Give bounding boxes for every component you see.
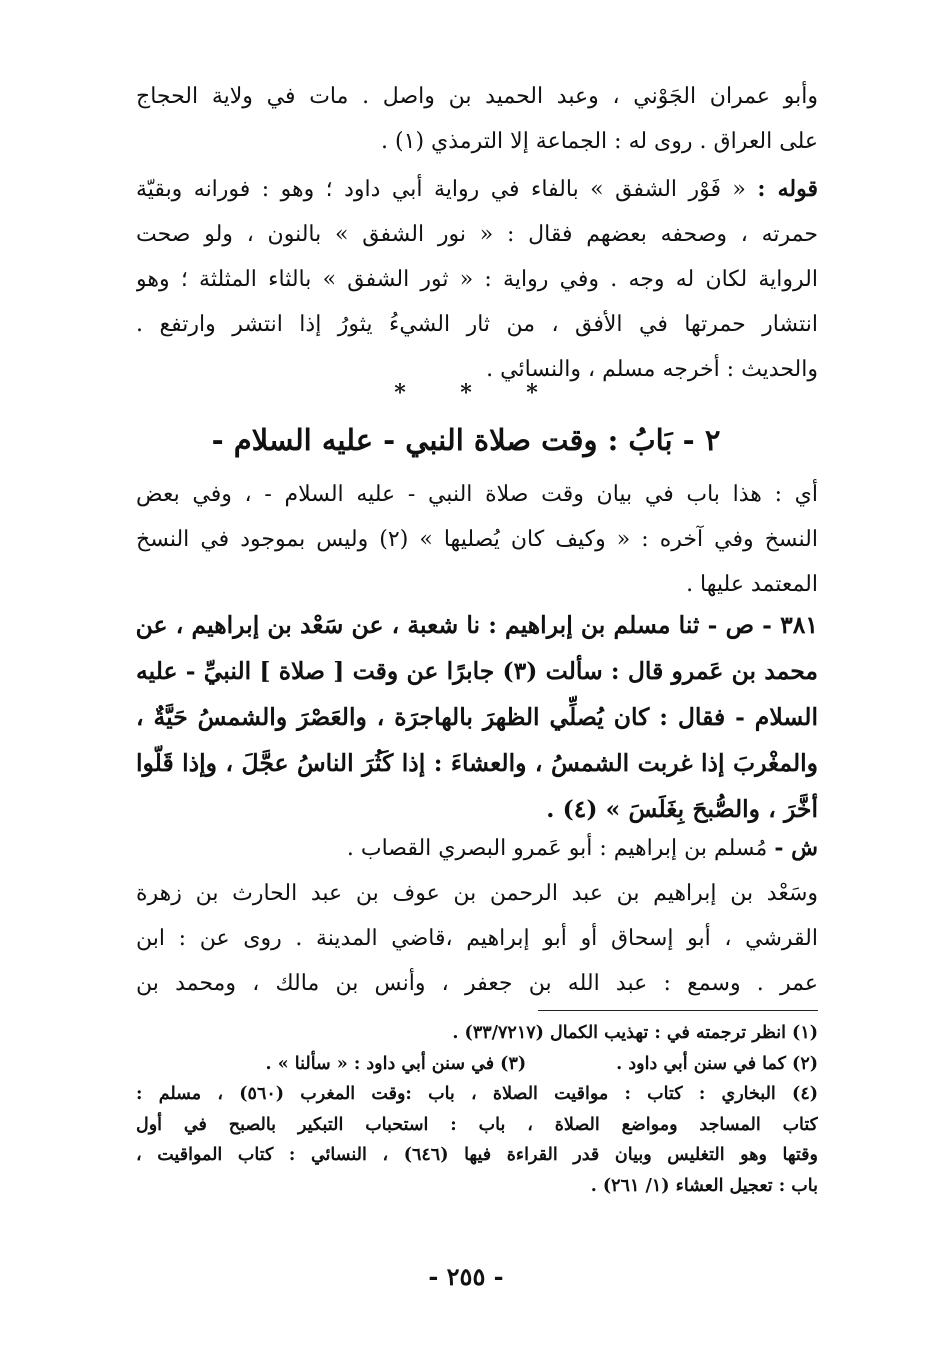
text-line: ٣٨١ - ص - ثنا مسلم بن إبراهيم : نا شعبة ، عن سَعْد بن إبراهيم ، عن <box>136 611 818 639</box>
footnote-line: كتاب المساجد ومواضع الصلاة ، باب : استحباب التبكير بالصبح في أول <box>136 1114 818 1135</box>
text-line: المعتمد عليها . <box>686 572 818 597</box>
page-number: - ٢٥٥ - <box>428 1262 504 1291</box>
footnote-line: وقتها وهو التغليس وبيان قدر القراءة فيها (٦٤٦) ، النسائي : كتاب المواقيت ، <box>136 1145 818 1165</box>
hadith-text <box>136 602 818 832</box>
text-line: وسَعْد بن إبراهيم بن عبد الرحمن بن عوف بن عبد الحارث بن زهرة <box>136 881 818 906</box>
text-line: والمغْربَ إذا غربت الشمسُ ، والعشاءَ : إذا كَثُرَ الناسُ عجَّلَ ، وإذا قَلّوا <box>136 749 818 777</box>
text-line: على العراق . روى له : الجماعة إلا الترمذي (١) . <box>381 129 818 154</box>
text-line: والحديث : أخرجه مسلم ، والنسائي . <box>486 357 818 382</box>
separator-star: * <box>394 380 406 406</box>
text-line <box>136 826 818 871</box>
text-line: وأبو عمران الجَوْني ، وعبد الحميد بن واصل . مات في ولاية الحجاج <box>136 84 818 109</box>
text-line: عمر . وسمع : عبد الله بن جعفر ، وأنس بن مالك ، ومحمد بن <box>136 971 818 996</box>
text-line: القرشي ، أبو إسحاق أو أبو إبراهيم ،قاضي المدينة . روى عن : ابن <box>136 926 818 951</box>
text-line: انتشار حمرتها في الأفق ، من ثار الشيءُ يثورُ إذا انتشر وارتفع . <box>136 312 818 337</box>
sharh-lead: ش - <box>774 835 818 861</box>
footnotes <box>136 1018 818 1201</box>
text-line-content: مُسلم بن إبراهيم : أبو عَمرو البصري القصاب . <box>346 836 768 861</box>
footnote-line: باب : تعجيل العشاء (١/ ٢٦١) . <box>590 1175 818 1196</box>
text-line-content: « فَوْر الشفق » بالفاء في رواية أبي داود ؛ وهو : فورانه وبقيّة <box>136 177 746 202</box>
commentary-paragraph <box>136 167 818 392</box>
separator-star: * <box>460 380 472 406</box>
text-line: حمرته ، وصحفه بعضهم فقال : « نور الشفق » بالنون ، ولو صحت <box>136 222 818 247</box>
chapter-explanation <box>136 472 818 607</box>
chapter-heading: ٢ - بَابُ : وقت صلاة النبي - عليه السلام - <box>211 423 721 457</box>
text-line: أخَّرَ ، والصُّبحَ بِغَلَسَ » (٤) . <box>546 795 818 823</box>
footnote-row <box>136 1049 818 1080</box>
footnote: (٣) في سنن أبي داود : « سألنا » . <box>265 1053 527 1074</box>
footnote: (١) انظر ترجمته في : تهذيب الكمال (٣٣/٧٢١٧) . <box>452 1023 818 1043</box>
text-line: محمد بن عَمرو قال : سألت (٣) جابرًا عن وقت [ صلاة ] النبيِّ - عليه <box>136 657 818 685</box>
separator-star: * <box>526 380 538 406</box>
footnote-line: (٤) البخاري : كتاب : مواقيت الصلاة ، باب :وقت المغرب (٥٦٠) ، مسلم : <box>136 1084 818 1104</box>
text-line: أي : هذا باب في بيان وقت صلاة النبي - عليه السلام - ، وفي بعض <box>136 482 818 507</box>
text-line <box>136 167 818 212</box>
text-line: الرواية لكان له وجه . وفي رواية : « ثور الشفق » بالثاء المثلثة ؛ وهو <box>136 267 818 292</box>
section-separator <box>0 380 932 416</box>
commentary-lead: قوله : <box>757 176 818 202</box>
intro-paragraph <box>136 74 818 164</box>
sharh-paragraph <box>136 826 818 1006</box>
text-line: السلام - فقال : كان يُصلِّي الظهرَ بالهاجرَة ، والعَصْرَ والشمسُ حَيَّةٌ ، <box>136 703 818 731</box>
footnote: (٢) كما في سنن أبي داود . <box>616 1053 818 1074</box>
text-line: النسخ وفي آخره : « وكيف كان يُصليها » (٢) وليس بموجود في النسخ <box>136 527 818 552</box>
footnote-divider <box>538 1010 818 1011</box>
